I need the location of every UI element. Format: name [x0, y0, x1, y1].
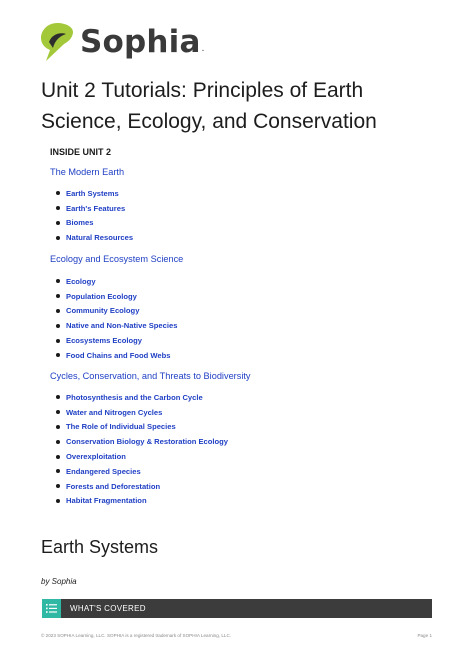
toc-item-label[interactable]: Ecosystems Ecology: [66, 336, 142, 346]
toc-item-label[interactable]: Native and Non-Native Species: [66, 321, 178, 331]
bullet-icon: [56, 206, 60, 210]
toc-item-label[interactable]: The Role of Individual Species: [66, 422, 176, 432]
sophia-wordmark-dot: .: [201, 43, 205, 54]
toc-item[interactable]: [56, 494, 228, 509]
toc-item[interactable]: [56, 318, 177, 333]
bullet-icon: [56, 339, 60, 343]
page-number: Page 1: [417, 633, 432, 638]
section-heading-modern-earth[interactable]: The Modern Earth: [50, 167, 125, 177]
toc-item[interactable]: [56, 186, 133, 201]
bullet-icon: [56, 191, 60, 195]
bullet-icon: [56, 395, 60, 399]
whats-covered-bar: [42, 599, 432, 618]
toc-item[interactable]: [56, 434, 228, 449]
bullet-icon: [56, 455, 60, 459]
toc-item-label[interactable]: Photosynthesis and the Carbon Cycle: [66, 392, 203, 402]
toc-item[interactable]: [56, 201, 133, 216]
section-heading-cycles[interactable]: Cycles, Conservation, and Threats to Biodiversity: [50, 371, 251, 381]
toc-item[interactable]: [56, 274, 177, 289]
bullet-icon: [56, 353, 60, 357]
toc-item[interactable]: [56, 230, 133, 245]
list-icon: [42, 599, 61, 618]
section-heading-ecology[interactable]: Ecology and Ecosystem Science: [50, 254, 184, 264]
toc-item-label[interactable]: Endangered Species: [66, 466, 141, 476]
bullet-icon: [56, 324, 60, 328]
bullet-icon: [56, 279, 60, 283]
toc-item-label[interactable]: Ecology: [66, 276, 96, 286]
toc-item[interactable]: [56, 390, 228, 405]
toc-item[interactable]: [56, 464, 228, 479]
toc-item-label[interactable]: Conservation Biology & Restoration Ecology: [66, 437, 229, 447]
section-list-modern-earth: [56, 186, 133, 245]
toc-item[interactable]: [56, 333, 177, 348]
byline: by Sophia: [41, 577, 77, 586]
tutorial-title: Earth Systems: [41, 537, 159, 557]
bullet-icon: [56, 410, 60, 414]
bullet-icon: [56, 469, 60, 473]
toc-item-label[interactable]: Overexploitation: [66, 452, 126, 462]
toc-item[interactable]: [56, 420, 228, 435]
toc-item[interactable]: [56, 449, 228, 464]
toc-item-label[interactable]: Earth's Features: [66, 203, 126, 213]
toc-item[interactable]: [56, 405, 228, 420]
sophia-wordmark: Sophia: [80, 24, 201, 60]
toc-item-label[interactable]: Water and Nitrogen Cycles: [66, 407, 163, 417]
toc-item[interactable]: [56, 304, 177, 319]
sophia-logo-icon: [40, 22, 74, 62]
whats-covered-label: WHAT'S COVERED: [70, 604, 146, 613]
toc-item-label[interactable]: Community Ecology: [66, 306, 140, 316]
inside-unit-label: INSIDE UNIT 2: [50, 147, 112, 157]
bullet-icon: [56, 236, 60, 240]
section-list-cycles: [56, 390, 228, 508]
copyright-footer: © 2023 SOPHIA Learning, LLC. SOPHIA is a registered trademark of SOPHIA Learning, LLC.: [41, 633, 232, 638]
bullet-icon: [56, 484, 60, 488]
toc-item-label[interactable]: Natural Resources: [66, 233, 134, 243]
bullet-icon: [56, 499, 60, 503]
bullet-icon: [56, 425, 60, 429]
toc-item[interactable]: [56, 348, 177, 363]
toc-item-label[interactable]: Population Ecology: [66, 291, 137, 301]
toc-item[interactable]: [56, 216, 133, 231]
bullet-icon: [56, 294, 60, 298]
toc-item[interactable]: [56, 479, 228, 494]
toc-item-label[interactable]: Habitat Fragmentation: [66, 496, 147, 506]
section-list-ecology: [56, 274, 177, 363]
toc-item-label[interactable]: Forests and Deforestation: [66, 481, 161, 491]
toc-item-label[interactable]: Biomes: [66, 218, 94, 228]
toc-item[interactable]: [56, 289, 177, 304]
toc-item-label[interactable]: Earth Systems: [66, 188, 119, 198]
bullet-icon: [56, 221, 60, 225]
sophia-logo: [40, 22, 204, 62]
bullet-icon: [56, 309, 60, 313]
page-title: Unit 2 Tutorials: Principles of Earth Science, Ecology, and Conservation: [41, 79, 377, 133]
bullet-icon: [56, 440, 60, 444]
toc-item-label[interactable]: Food Chains and Food Webs: [66, 350, 171, 360]
